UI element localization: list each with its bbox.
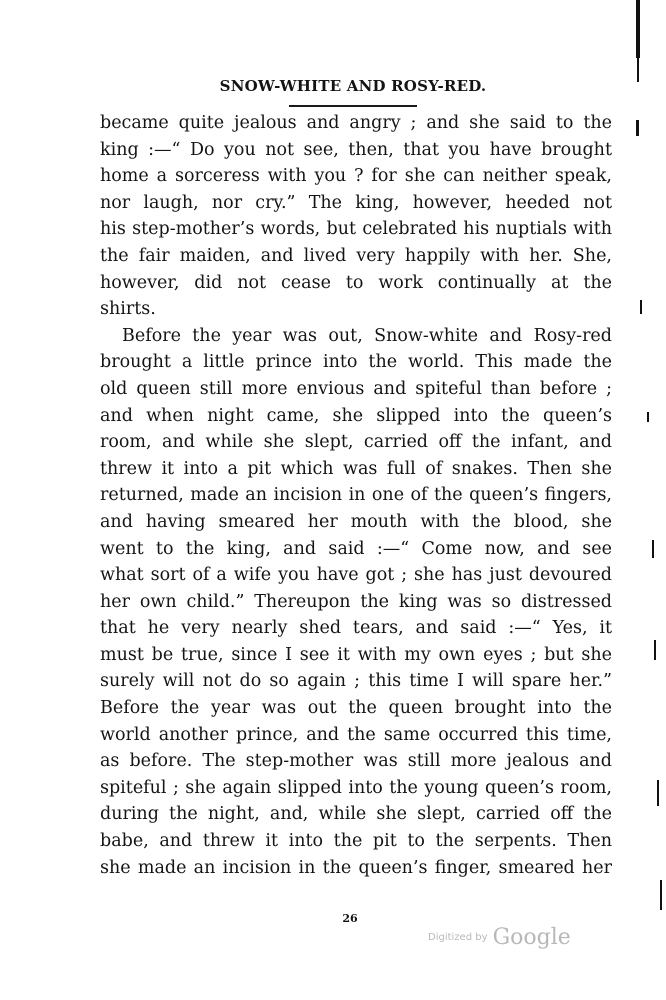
text-line: home a sorceress with you ? for she can neither speak, [100,166,612,187]
text-line: the fair maiden, and lived very happily with her. She, [100,245,612,266]
text-line: threw it into a pit which was full of snakes. Then she [100,458,612,479]
text-line: room, and while she slept, carried off the infant, and [100,432,612,453]
scan-edge-mark [636,0,640,58]
text-line: must be true, since I see it with my own eyes ; but she [100,644,612,665]
text-line: his step-mother’s words, but celebrated his nuptials with [100,219,612,240]
scan-edge-mark [652,540,654,558]
header-rule [289,105,417,107]
scan-edge-mark [647,412,649,422]
page-number: 26 [342,912,358,925]
scan-edge-mark [636,120,639,136]
text-line: world another prince, and the same occurred this time, [100,724,612,745]
text-line: nor laugh, nor cry.” The king, however, heeded not [100,192,612,213]
text-line: that he very nearly shed tears, and said :—“ Yes, it [100,618,612,639]
text-line: babe, and threw it into the pit to the serpents. Then [100,831,612,852]
text-line: returned, made an incision in one of the queen’s fingers, [100,485,612,506]
text-line: and having smeared her mouth with the blood, she [100,511,612,532]
text-line: went to the king, and said :—“ Come now, and see [100,538,612,559]
text-line: shirts. [100,299,156,320]
text-line: her own child.” Thereupon the king was so distressed [100,591,612,612]
text-line: she made an incision in the queen’s finger, smeared her [100,857,612,878]
text-line: Before the year was out the queen brought into the [100,698,612,719]
text-line: became quite jealous and angry ; and she said to the [100,113,612,133]
watermark-brand: Google [492,925,571,950]
text-line: king :—“ Do you not see, then, that you have brought [100,139,612,160]
text-line: as before. The step-mother was still more jealous and [100,751,612,772]
text-line: surely will not do so again ; this time I will spare her.” [100,671,612,692]
text-line: during the night, and, while she slept, carried off the [100,804,612,825]
text-line: brought a little prince into the world. This made the [100,352,612,373]
scan-edge-mark [660,880,662,910]
digitized-watermark [428,925,571,950]
text-line: spiteful ; she again slipped into the young queen’s room, [100,777,612,798]
body-text [100,110,612,881]
scan-edge-mark [637,58,639,82]
text-line: Before the year was out, Snow-white and Rosy-red [122,325,612,346]
running-head: SNOW-WHITE AND ROSY-RED. [219,77,487,95]
scan-edge-mark [654,640,656,660]
scan-edge-mark [640,300,642,314]
text-line: however, did not cease to work continually at the [100,272,612,293]
text-line: what sort of a wife you have got ; she has just devoured [100,565,612,586]
scan-edge-mark [657,780,659,806]
text-line: old queen still more envious and spiteful than before ; [100,378,612,399]
text-line: and when night came, she slipped into the queen’s [100,405,612,426]
watermark-prefix: Digitized by [428,932,488,943]
